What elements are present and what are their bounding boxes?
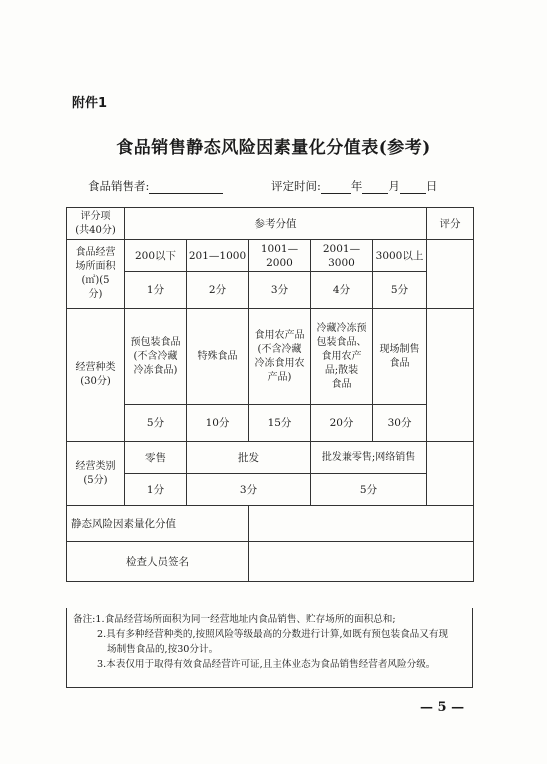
area-range: 1001—2000 — [249, 240, 311, 272]
variety-kind: 预包装食品 (不含冷藏 冷冻食品) — [125, 309, 187, 405]
attachment-label: 附件1 — [72, 96, 108, 111]
note-2-cont: 场制售食品的,按30分计。 — [107, 644, 219, 655]
static-score-label: 静态风险因素量化分值 — [67, 506, 249, 542]
variety-kind: 特殊食品 — [187, 309, 249, 405]
note-1: 备注:1.食品经营场所面积为同一经营地址内食品销售、贮存场所的面积总和; — [73, 614, 396, 625]
header-score: 评分 — [427, 208, 474, 240]
variety-point: 5分 — [125, 405, 187, 442]
area-range-row — [67, 240, 474, 272]
variety-kind: 冷藏冷冻预 包装食品、 食用农产 品;散装 食品 — [311, 309, 373, 405]
variety-score-cell[interactable] — [427, 309, 474, 442]
note-2: 2.具有多种经营种类的,按照风险等级最高的分数进行计算,如既有预包装食品又有现 — [97, 629, 449, 640]
month-label: 月 — [388, 179, 400, 193]
day-label: 日 — [425, 179, 438, 193]
variety-kind: 现场制售 食品 — [373, 309, 427, 405]
month-blank[interactable] — [362, 181, 388, 194]
header-reference: 参考分值 — [125, 208, 427, 240]
seller-label: 食品销售者: — [88, 179, 150, 193]
notes-box — [66, 608, 473, 688]
area-range: 2001—3000 — [311, 240, 373, 272]
area-range: 3000以上 — [373, 240, 427, 272]
category-kinds-row — [67, 442, 474, 474]
area-point: 1分 — [125, 272, 187, 309]
area-score-cell[interactable] — [427, 240, 474, 309]
category-point: 1分 — [125, 474, 187, 506]
category-kind: 批发 — [187, 442, 311, 474]
area-point: 3分 — [249, 272, 311, 309]
static-score-row — [67, 506, 474, 542]
inspector-row — [67, 542, 474, 582]
category-points-row — [67, 474, 474, 506]
category-point: 3分 — [187, 474, 311, 506]
header-item: 评分项 (共40分) — [67, 208, 125, 240]
static-score-value[interactable] — [249, 506, 474, 542]
date-label: 评定时间: — [271, 179, 321, 193]
variety-kinds-row — [67, 309, 474, 405]
category-kind: 零售 — [125, 442, 187, 474]
category-label: 经营类别 (5分) — [67, 442, 125, 506]
year-blank[interactable] — [321, 181, 351, 194]
category-kind: 批发兼零售;网络销售 — [311, 442, 427, 474]
area-label: 食品经营 场所面积 (㎡)(5 分) — [67, 240, 125, 309]
category-score-cell[interactable] — [427, 442, 474, 506]
seller-blank[interactable] — [149, 181, 223, 194]
inspector-signature[interactable] — [249, 542, 474, 582]
variety-label: 经营种类 (30分) — [67, 309, 125, 442]
seller-field — [88, 178, 223, 194]
variety-kind: 食用农产品 (不含冷藏 冷冻食用农 产品) — [249, 309, 311, 405]
area-range: 200以下 — [125, 240, 187, 272]
variety-point: 30分 — [373, 405, 427, 442]
variety-point: 15分 — [249, 405, 311, 442]
year-label: 年 — [350, 179, 363, 193]
area-points-row — [67, 272, 474, 309]
category-point: 5分 — [311, 474, 427, 506]
note-3: 3.本表仅用于取得有效食品经营许可证,且主体业态为食品销售经营者风险分级。 — [97, 659, 436, 670]
variety-point: 20分 — [311, 405, 373, 442]
page-number: — 5 — — [420, 700, 465, 715]
variety-point: 10分 — [187, 405, 249, 442]
date-field — [271, 178, 437, 194]
area-point: 5分 — [373, 272, 427, 309]
score-table — [66, 207, 474, 582]
variety-points-row — [67, 405, 474, 442]
area-range: 201—1000 — [187, 240, 249, 272]
day-blank[interactable] — [400, 181, 426, 194]
page-title: 食品销售静态风险因素量化分值表(参考) — [116, 138, 431, 158]
area-point: 4分 — [311, 272, 373, 309]
area-point: 2分 — [187, 272, 249, 309]
inspector-label: 检查人员签名 — [67, 542, 249, 582]
header-row — [67, 208, 474, 240]
